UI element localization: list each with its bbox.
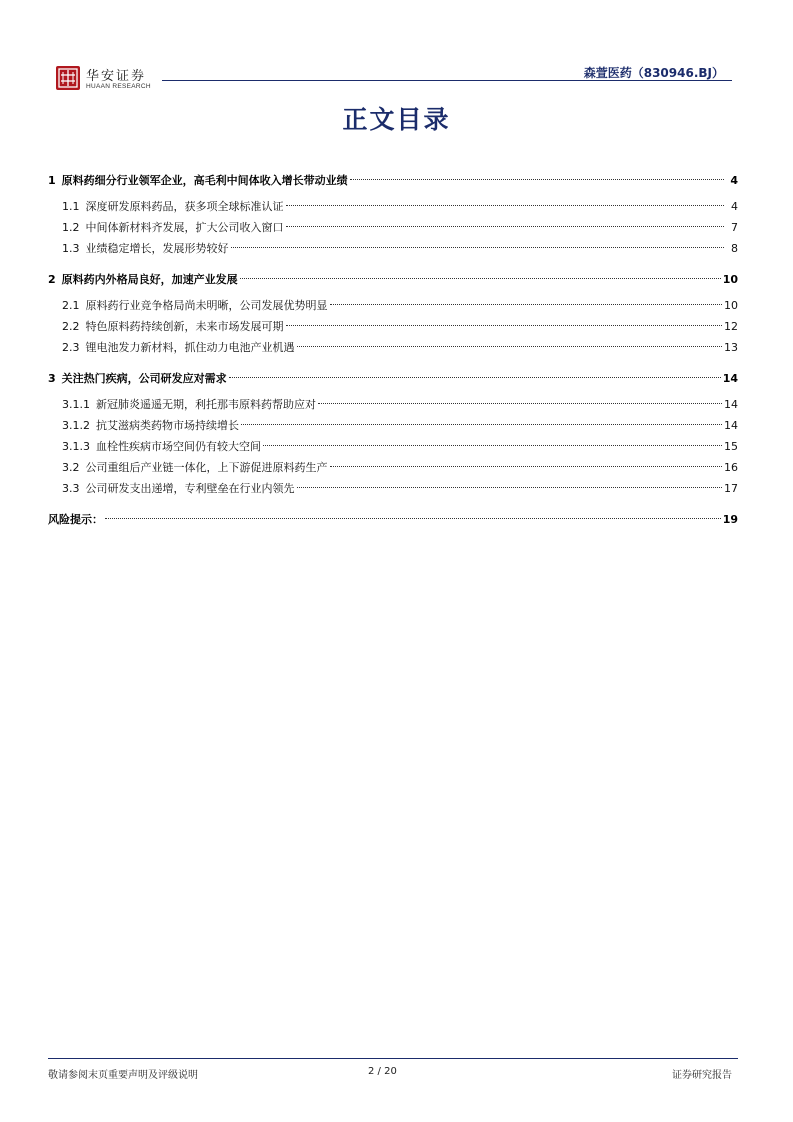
toc-entry[interactable] [48, 316, 738, 337]
toc-entry-number: 2.1 [62, 299, 80, 312]
toc-entry-page: 19 [722, 513, 738, 526]
toc-entry-number: 3 [48, 372, 56, 385]
toc-entry-page: 15 [724, 440, 738, 453]
toc-entry-number: 3.1.3 [62, 440, 90, 453]
toc-leader-dots [330, 304, 723, 305]
toc-leader-dots [263, 445, 722, 446]
toc-leader-dots [240, 278, 721, 279]
toc-entry-page: 4 [731, 200, 738, 213]
toc-entry-title: 公司研发支出递增，专利壁垒在行业内领先 [85, 482, 295, 495]
footer-divider [48, 1058, 738, 1059]
toc-entry[interactable] [48, 217, 738, 238]
toc-entry-page: 4 [730, 174, 738, 187]
disclaimer-note: 敬请参阅末页重要声明及评级说明 [48, 1070, 198, 1081]
company-ticker: 森萱医药（830946.BJ） [583, 66, 724, 80]
toc-leader-dots [286, 226, 725, 227]
toc-entry-page: 8 [731, 242, 738, 255]
toc-entry-number: 2.3 [62, 341, 80, 354]
toc-entry-title: 深度研发原料药品，获多项全球标准认证 [85, 200, 284, 213]
toc-entry[interactable] [48, 295, 738, 316]
toc-entry-title: 公司重组后产业链一体化，上下游促进原料药生产 [85, 461, 328, 474]
page-header [56, 62, 732, 96]
toc-entry-page: 10 [724, 299, 738, 312]
toc-entry-title: 原料药内外格局良好，加速产业发展 [61, 273, 238, 286]
toc-entry[interactable] [48, 269, 738, 290]
table-of-contents [48, 170, 738, 530]
logo-chinese-name: 华安证券 [86, 69, 147, 84]
toc-entry-page: 16 [724, 461, 738, 474]
toc-entry[interactable] [48, 238, 738, 259]
report-type: 证券研究报告 [672, 1070, 732, 1081]
toc-leader-dots [297, 346, 723, 347]
toc-leader-dots [105, 518, 721, 519]
toc-entry[interactable] [48, 368, 738, 389]
toc-entry-title: 原料药行业竞争格局尚未明晰，公司发展优势明显 [85, 299, 328, 312]
toc-entry-page: 10 [722, 273, 738, 286]
toc-leader-dots [297, 487, 723, 488]
toc-entry-title: 新冠肺炎遥遥无期，利托那韦原料药帮助应对 [96, 398, 316, 411]
toc-entry-number: 3.1.1 [62, 398, 90, 411]
toc-entry-page: 7 [731, 221, 738, 234]
toc-leader-dots [286, 325, 723, 326]
page-title: 正文目录 [342, 105, 451, 134]
toc-entry[interactable] [48, 509, 738, 530]
toc-entry-title: 风险提示： [48, 513, 103, 526]
toc-entry-page: 12 [724, 320, 738, 333]
toc-entry[interactable] [48, 478, 738, 499]
toc-entry[interactable] [48, 415, 738, 436]
toc-leader-dots [241, 424, 722, 425]
toc-entry-page: 14 [724, 398, 738, 411]
toc-leader-dots [229, 377, 721, 378]
toc-entry-title: 锂电池发力新材料，抓住动力电池产业机遇 [85, 341, 295, 354]
toc-entry-page: 14 [722, 372, 738, 385]
toc-entry[interactable] [48, 457, 738, 478]
toc-entry-number: 3.3 [62, 482, 80, 495]
toc-entry-title: 抗艾滋病类药物市场持续增长 [96, 419, 239, 432]
toc-entry-title: 特色原料药持续创新，未来市场发展可期 [85, 320, 284, 333]
toc-entry-number: 1.1 [62, 200, 80, 213]
toc-entry[interactable] [48, 436, 738, 457]
toc-entry-number: 3.2 [62, 461, 80, 474]
toc-entry-page: 13 [724, 341, 738, 354]
toc-entry-number: 2.2 [62, 320, 80, 333]
logo-english-name: HUAAN RESEARCH [86, 83, 151, 90]
toc-entry[interactable] [48, 170, 738, 191]
toc-entry[interactable] [48, 196, 738, 217]
toc-entry-title: 业绩稳定增长，发展形势较好 [85, 242, 229, 255]
toc-entry-number: 1 [48, 174, 56, 187]
toc-leader-dots [286, 205, 725, 206]
toc-entry-title: 血栓性疾病市场空间仍有较大空间 [96, 440, 261, 453]
huaan-seal-logo-icon [56, 66, 80, 90]
toc-entry-number: 1.2 [62, 221, 80, 234]
toc-entry-title: 关注热门疾病，公司研发应对需求 [61, 372, 227, 385]
toc-leader-dots [318, 403, 722, 404]
toc-entry[interactable] [48, 337, 738, 358]
page-footer [48, 1066, 738, 1082]
toc-entry-number: 2 [48, 273, 56, 286]
page-number: 2 / 20 [368, 1066, 397, 1077]
toc-entry-number: 3.1.2 [62, 419, 90, 432]
toc-leader-dots [350, 179, 724, 180]
toc-entry-title: 中间体新材料齐发展，扩大公司收入窗口 [85, 221, 284, 234]
toc-entry-number: 1.3 [62, 242, 80, 255]
toc-entry-page: 14 [724, 419, 738, 432]
toc-leader-dots [330, 466, 723, 467]
toc-entry[interactable] [48, 394, 738, 415]
toc-leader-dots [231, 247, 725, 248]
toc-entry-page: 17 [724, 482, 738, 495]
toc-entry-title: 原料药细分行业领军企业，高毛利中间体收入增长带动业绩 [61, 174, 348, 187]
